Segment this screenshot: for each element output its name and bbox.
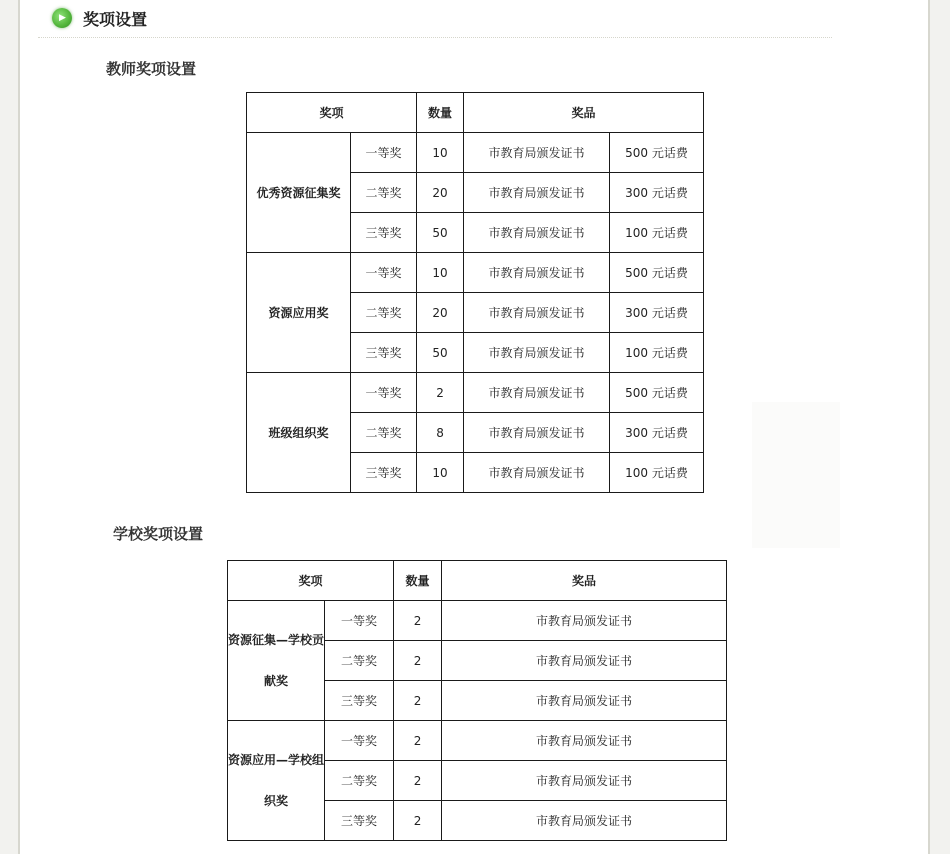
award-certificate: 市教育局颁发证书 — [464, 173, 610, 213]
award-level: 二等奖 — [325, 641, 394, 681]
award-certificate: 市教育局颁发证书 — [442, 641, 727, 681]
award-phone-credit: 100 元话费 — [610, 333, 704, 373]
award-level: 二等奖 — [351, 293, 417, 333]
award-quantity: 2 — [394, 681, 442, 721]
award-level: 一等奖 — [351, 373, 417, 413]
award-quantity: 2 — [417, 373, 464, 413]
header-prize: 奖品 — [464, 93, 704, 133]
award-level: 三等奖 — [325, 801, 394, 841]
table-row — [247, 253, 704, 293]
award-phone-credit: 300 元话费 — [610, 173, 704, 213]
award-category: 资源征集—学校贡献奖 — [228, 601, 325, 721]
page-title: 奖项设置 — [83, 9, 148, 29]
award-quantity: 8 — [417, 413, 464, 453]
teacher-awards-table — [246, 92, 704, 493]
award-certificate: 市教育局颁发证书 — [442, 721, 727, 761]
teacher-section-title: 教师奖项设置 — [106, 60, 197, 78]
school-awards-table — [227, 560, 727, 841]
table-row — [247, 373, 704, 413]
award-level: 一等奖 — [325, 601, 394, 641]
award-category: 资源应用—学校组织奖 — [228, 721, 325, 841]
award-quantity: 2 — [394, 801, 442, 841]
award-phone-credit: 300 元话费 — [610, 413, 704, 453]
award-level: 二等奖 — [325, 761, 394, 801]
side-blank-area — [752, 402, 840, 548]
award-certificate: 市教育局颁发证书 — [464, 253, 610, 293]
award-certificate: 市教育局颁发证书 — [442, 601, 727, 641]
play-bullet-icon: ▶ — [52, 8, 72, 28]
award-quantity: 2 — [394, 641, 442, 681]
award-certificate: 市教育局颁发证书 — [464, 213, 610, 253]
award-certificate: 市教育局颁发证书 — [464, 453, 610, 493]
award-category: 资源应用奖 — [247, 253, 351, 373]
award-quantity: 50 — [417, 213, 464, 253]
award-certificate: 市教育局颁发证书 — [464, 333, 610, 373]
award-quantity: 2 — [394, 721, 442, 761]
award-phone-credit: 100 元话费 — [610, 213, 704, 253]
award-level: 三等奖 — [351, 333, 417, 373]
award-certificate: 市教育局颁发证书 — [464, 293, 610, 333]
award-quantity: 20 — [417, 293, 464, 333]
table-header-row — [247, 93, 704, 133]
award-level: 三等奖 — [351, 213, 417, 253]
header-quantity: 数量 — [394, 561, 442, 601]
award-phone-credit: 300 元话费 — [610, 293, 704, 333]
award-phone-credit: 500 元话费 — [610, 133, 704, 173]
award-quantity: 10 — [417, 133, 464, 173]
award-phone-credit: 500 元话费 — [610, 253, 704, 293]
award-certificate: 市教育局颁发证书 — [442, 801, 727, 841]
award-level: 二等奖 — [351, 413, 417, 453]
header-award: 奖项 — [228, 561, 394, 601]
header-prize: 奖品 — [442, 561, 727, 601]
header-award: 奖项 — [247, 93, 417, 133]
award-level: 二等奖 — [351, 173, 417, 213]
award-level: 三等奖 — [351, 453, 417, 493]
table-row — [228, 721, 727, 761]
award-phone-credit: 500 元话费 — [610, 373, 704, 413]
award-certificate: 市教育局颁发证书 — [442, 761, 727, 801]
award-quantity: 10 — [417, 453, 464, 493]
award-certificate: 市教育局颁发证书 — [464, 413, 610, 453]
section-header — [52, 7, 147, 29]
header-divider — [38, 37, 832, 38]
award-quantity: 50 — [417, 333, 464, 373]
award-phone-credit: 100 元话费 — [610, 453, 704, 493]
award-level: 一等奖 — [325, 721, 394, 761]
award-level: 一等奖 — [351, 133, 417, 173]
award-quantity: 2 — [394, 761, 442, 801]
award-certificate: 市教育局颁发证书 — [464, 373, 610, 413]
award-category: 班级组织奖 — [247, 373, 351, 493]
award-quantity: 2 — [394, 601, 442, 641]
school-section-title: 学校奖项设置 — [113, 525, 204, 543]
award-level: 一等奖 — [351, 253, 417, 293]
header-quantity: 数量 — [417, 93, 464, 133]
award-category: 优秀资源征集奖 — [247, 133, 351, 253]
award-level: 三等奖 — [325, 681, 394, 721]
award-certificate: 市教育局颁发证书 — [442, 681, 727, 721]
award-certificate: 市教育局颁发证书 — [464, 133, 610, 173]
table-header-row — [228, 561, 727, 601]
table-row — [247, 133, 704, 173]
award-quantity: 10 — [417, 253, 464, 293]
table-row — [228, 601, 727, 641]
award-quantity: 20 — [417, 173, 464, 213]
